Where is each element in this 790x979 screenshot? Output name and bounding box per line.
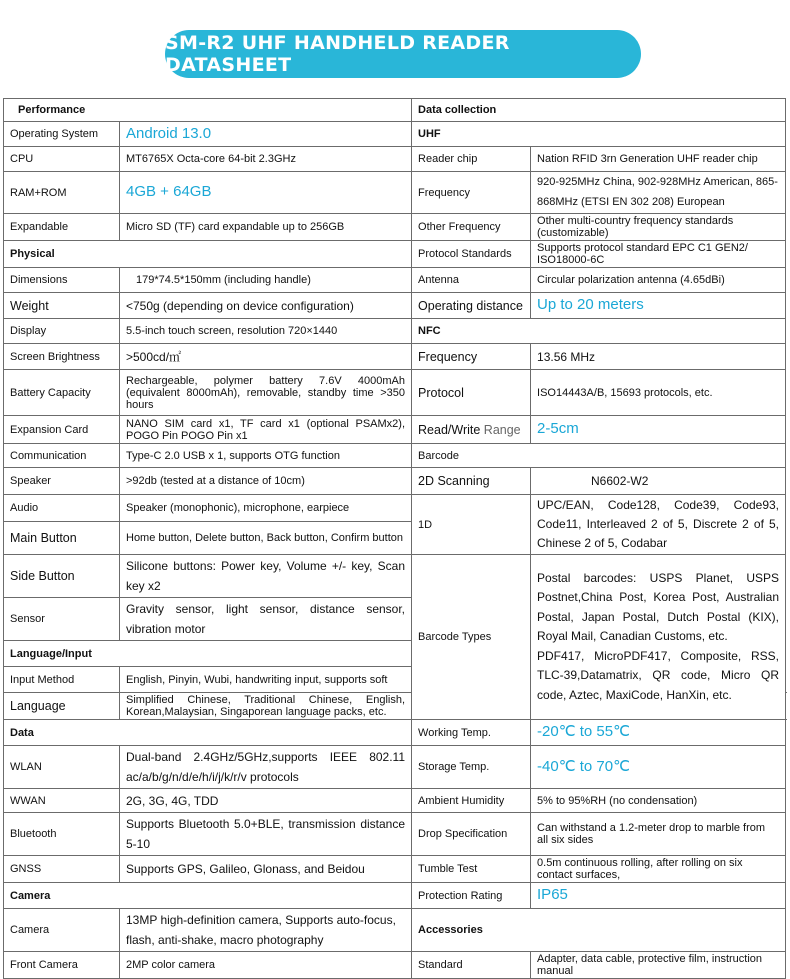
spec-value: English, Pinyin, Wubi, handwriting input, supports soft	[120, 667, 412, 693]
highlight-value: 2-5cm	[537, 420, 579, 437]
section-physical: Physical	[4, 241, 412, 268]
spec-label: GNSS	[4, 856, 120, 883]
spec-value	[531, 883, 786, 909]
section-data-collection: Data collection	[412, 99, 786, 122]
table-row	[4, 293, 786, 319]
table-row	[4, 268, 786, 293]
spec-value	[531, 555, 786, 720]
spec-label: Protocol Standards	[412, 241, 531, 268]
spec-label: Drop Specification	[412, 813, 531, 856]
spec-value: 13MP high-definition camera, Supports auto-focus, flash, anti-shake, macro photography	[120, 909, 412, 952]
spec-label: Display	[4, 319, 120, 344]
spec-label: Sensor	[4, 598, 120, 641]
spec-label: Battery Capacity	[4, 370, 120, 416]
highlight-value: -40℃ to 70℃	[537, 757, 630, 775]
spec-label: CPU	[4, 147, 120, 172]
section-accessories: Accessories	[412, 909, 786, 952]
table-row	[4, 856, 786, 883]
table-row	[4, 952, 786, 979]
section-language-input: Language/Input	[4, 641, 412, 667]
spec-value: <750g (depending on device configuration)	[120, 293, 412, 319]
table-row	[4, 495, 786, 522]
spec-label: Tumble Test	[412, 856, 531, 883]
spec-label: Speaker	[4, 468, 120, 495]
spec-label: Front Camera	[4, 952, 120, 979]
spec-label: Weight	[4, 293, 120, 319]
spec-label: Reader chip	[412, 147, 531, 172]
spec-value: UPC/EAN, Code128, Code39, Code93, Code11, Interleaved 2 of 5, Discrete 2 of 5, Chinese 2 of 5, Codabar	[531, 495, 786, 555]
range-label: Range	[483, 422, 521, 437]
spec-value: NANO SIM card x1, TF card x1 (optional PSAMx2), POGO Pin POGO Pin x1	[120, 416, 412, 444]
spec-label: Operating distance	[412, 293, 531, 319]
spec-value: Rechargeable, polymer battery 7.6V 4000mAh (equivalent 8000mAh), removable, standby time >350 hours	[120, 370, 412, 416]
spec-label	[412, 416, 531, 444]
highlight-value: IP65	[537, 886, 568, 903]
table-row	[4, 883, 786, 909]
section-performance: Performance	[4, 99, 412, 122]
spec-value: N6602-W2	[531, 468, 786, 495]
spec-value: 179*74.5*150mm (including handle)	[120, 268, 412, 293]
spec-label: Protection Rating	[412, 883, 531, 909]
table-row	[4, 813, 786, 856]
spec-label: Input Method	[4, 667, 120, 693]
table-row	[4, 147, 786, 172]
spec-value: MT6765X Octa-core 64-bit 2.3GHz	[120, 147, 412, 172]
spec-label: WWAN	[4, 789, 120, 813]
table-row	[4, 344, 786, 370]
spec-value: 2MP color camera	[120, 952, 412, 979]
spec-table	[3, 98, 786, 979]
spec-value: Supports protocol standard EPC C1 GEN2/ ISO18000-6C	[531, 241, 786, 268]
spec-value: 2G, 3G, 4G, TDD	[120, 789, 412, 813]
datasheet-title-banner	[165, 30, 641, 78]
table-row	[4, 720, 786, 746]
spec-value: >500cd/㎡	[120, 344, 412, 370]
table-row	[4, 909, 786, 952]
table-row	[4, 444, 786, 468]
section-camera: Camera	[4, 883, 412, 909]
spec-label: Expandable	[4, 214, 120, 241]
highlight-value: Up to 20 meters	[537, 296, 644, 313]
spec-value: Home button, Delete button, Back button, Confirm button	[120, 521, 412, 554]
spec-label: Operating System	[4, 122, 120, 147]
spec-value: Dual-band 2.4GHz/5GHz,supports IEEE 802.11 ac/a/b/g/n/d/e/h/i/j/k/r/v protocols	[120, 746, 412, 789]
spec-label: Frequency	[412, 344, 531, 370]
table-row	[4, 555, 786, 598]
spec-label: Dimensions	[4, 268, 120, 293]
spec-label: 1D	[412, 495, 531, 555]
table-row	[4, 416, 786, 444]
spec-label: Language	[4, 693, 120, 720]
spec-value: 13.56 MHz	[531, 344, 786, 370]
spec-value: Circular polarization antenna (4.65dBi)	[531, 268, 786, 293]
spec-value: Gravity sensor, light sensor, distance sensor, vibration motor	[120, 598, 412, 641]
spec-label: 2D Scanning	[412, 468, 531, 495]
spec-value: Other multi-country frequency standards (customizable)	[531, 214, 786, 241]
spec-label: Antenna	[412, 268, 531, 293]
spec-value	[531, 293, 786, 319]
2d-barcodes: PDF417, MicroPDF417, Composite, RSS, TLC-39,Datamatrix, QR code, Micro QR code, Aztec, MaxiCode, HanXin, etc.	[537, 648, 780, 702]
spec-value: Supports GPS, Galileo, Glonass, and Beidou	[120, 856, 412, 883]
spec-value	[531, 746, 786, 789]
spec-value: Adapter, data cable, protective film, instruction manual	[531, 952, 786, 979]
spec-label: Standard	[412, 952, 531, 979]
table-row	[4, 370, 786, 416]
spec-value: Simplified Chinese, Traditional Chinese, English, Korean,Malaysian, Singaporean language packs, etc.	[120, 693, 412, 720]
spec-value: Type-C 2.0 USB x 1, supports OTG function	[120, 444, 412, 468]
spec-label: Side Button	[4, 555, 120, 598]
postal-barcodes: Postal barcodes: USPS Planet, USPS Postnet,China Post, Korea Post, Australian Postal, Japan Postal, Dutch Postal (KIX), Royal Mail, Canadian Customs, etc.	[537, 570, 780, 644]
section-data: Data	[4, 720, 412, 746]
spec-value: 5.5-inch touch screen, resolution 720×1440	[120, 319, 412, 344]
spec-label: Bluetooth	[4, 813, 120, 856]
spec-label: Storage Temp.	[412, 746, 531, 789]
spec-label: Barcode	[412, 444, 786, 468]
table-row	[4, 172, 786, 214]
table-row	[4, 319, 786, 344]
spec-value: ISO14443A/B, 15693 protocols, etc.	[531, 370, 786, 416]
spec-label: Expansion Card	[4, 416, 120, 444]
spec-label: Screen Brightness	[4, 344, 120, 370]
spec-label: WLAN	[4, 746, 120, 789]
table-row	[4, 241, 786, 268]
datasheet-title: SM-R2 UHF HANDHELD READER DATASHEET	[165, 32, 510, 76]
table-row	[4, 99, 786, 122]
section-uhf: UHF	[412, 122, 786, 147]
spec-label: Other Frequency	[412, 214, 531, 241]
spec-label: Audio	[4, 495, 120, 522]
table-row	[4, 468, 786, 495]
spec-label: Frequency	[412, 172, 531, 214]
highlight-value: -20℃ to 55℃	[537, 723, 630, 740]
table-row	[4, 214, 786, 241]
spec-label: Camera	[4, 909, 120, 952]
section-nfc: NFC	[412, 319, 786, 344]
spec-label: Ambient Humidity	[412, 789, 531, 813]
spec-value: Speaker (monophonic), microphone, earpiece	[120, 495, 412, 522]
spec-label: Working Temp.	[412, 720, 531, 746]
spec-value: Supports Bluetooth 5.0+BLE, transmission distance 5-10	[120, 813, 412, 856]
table-row	[4, 122, 786, 147]
spec-label: Communication	[4, 444, 120, 468]
spec-value	[120, 122, 412, 147]
spec-label: RAM+ROM	[4, 172, 120, 214]
table-row	[4, 789, 786, 813]
spec-label: Barcode Types	[412, 555, 531, 720]
spec-value: Micro SD (TF) card expandable up to 256GB	[120, 214, 412, 241]
spec-value: Silicone buttons: Power key, Volume +/- key, Scan key x2	[120, 555, 412, 598]
spec-label: Main Button	[4, 521, 120, 554]
spec-value	[531, 416, 786, 444]
read-write-label: Read/Write	[418, 422, 481, 437]
spec-value: Nation RFID 3rn Generation UHF reader chip	[531, 147, 786, 172]
highlight-value: 4GB + 64GB	[126, 183, 212, 200]
spec-value: Can withstand a 1.2-meter drop to marble from all six sides	[531, 813, 786, 856]
spec-value: 5% to 95%RH (no condensation)	[531, 789, 786, 813]
spec-value: >92db (tested at a distance of 10cm)	[120, 468, 412, 495]
spec-value: 920-925MHz China, 902-928MHz American, 865-868MHz (ETSI EN 302 208) European	[531, 172, 786, 214]
spec-value: 0.5m continuous rolling, after rolling on six contact surfaces,	[531, 856, 786, 883]
spec-value	[531, 720, 786, 746]
highlight-value: Android 13.0	[126, 124, 212, 142]
table-row	[4, 746, 786, 789]
spec-label: Protocol	[412, 370, 531, 416]
spec-value	[120, 172, 412, 214]
